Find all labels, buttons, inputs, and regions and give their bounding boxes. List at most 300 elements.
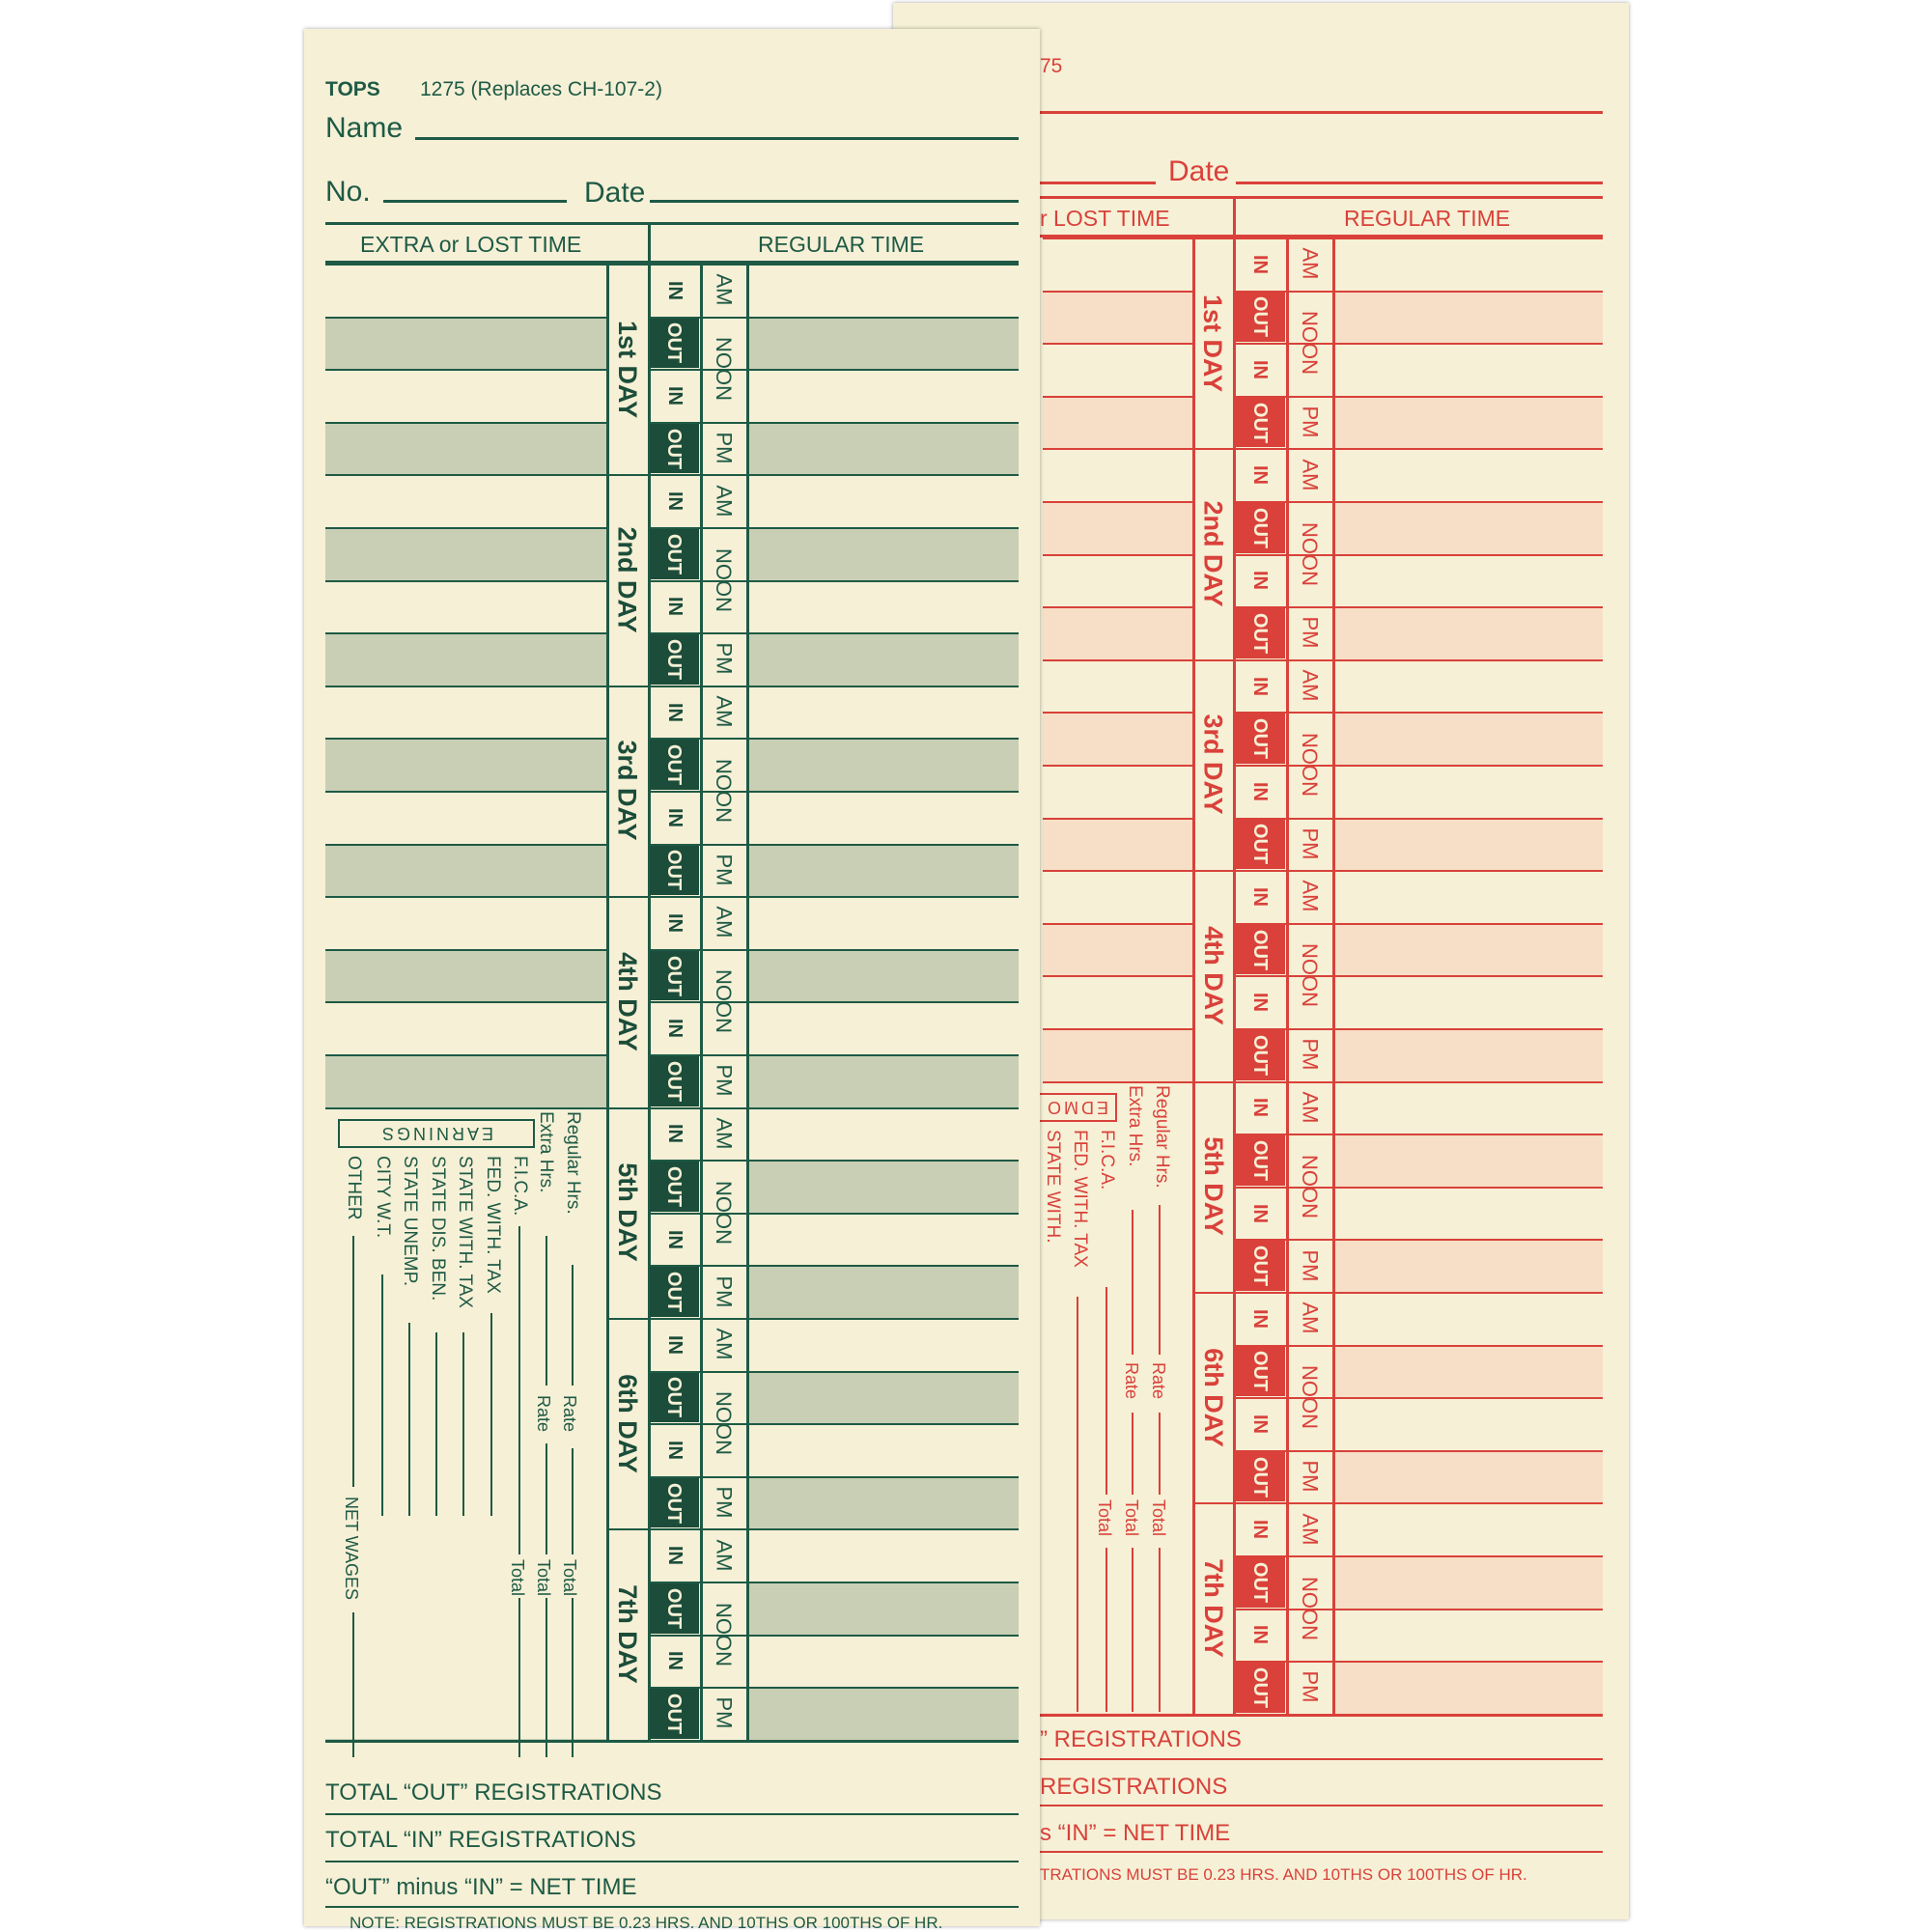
- back-day-label: [1192, 1081, 1233, 1292]
- front-card-grid: [304, 29, 1040, 1932]
- am-label-text: AM: [712, 1328, 736, 1360]
- extra-row-shade: [325, 632, 606, 686]
- extra-row-line: [325, 317, 606, 319]
- back-regular-header: REGULAR TIME: [1344, 206, 1511, 231]
- regular-row-shade: [746, 1371, 1019, 1424]
- back-am-label-text: AM: [1298, 247, 1322, 280]
- back-pm-label-text: PM: [1298, 1670, 1322, 1703]
- back-noon-label: [1286, 291, 1332, 396]
- date-field[interactable]: [650, 200, 1019, 203]
- out-marker: [650, 634, 699, 685]
- back-out-marker: [1235, 925, 1285, 975]
- deduction-field[interactable]: [518, 1226, 520, 1554]
- back-extra-row-line: [1043, 765, 1192, 767]
- header-divider: [648, 222, 651, 261]
- extra-row-shade: [325, 844, 606, 897]
- in-marker-text: IN: [663, 1229, 686, 1249]
- in-marker-text: IN: [663, 491, 686, 512]
- in-marker: [650, 687, 699, 738]
- back-header-top-rule: [1040, 196, 1603, 199]
- extra-total-label: Total: [534, 1559, 553, 1597]
- back-regular-row-shade: [1332, 923, 1603, 976]
- back-net-time: s “IN” = NET TIME: [1040, 1820, 1231, 1846]
- back-deduction-field: [1132, 1548, 1133, 1712]
- back-out-marker-text: OUT: [1249, 1561, 1271, 1603]
- back-day-label: [1192, 1292, 1233, 1502]
- in-marker: [650, 1530, 699, 1581]
- total-in-label: TOTAL “IN” REGISTRATIONS: [325, 1827, 636, 1853]
- back-extra-row-line: [1043, 501, 1192, 503]
- back-out-marker: [1235, 293, 1285, 343]
- no-label: No.: [325, 176, 371, 208]
- back-noon-label: [1286, 501, 1332, 606]
- back-extra-row-line: [1043, 396, 1192, 398]
- back-pm-label: [1286, 818, 1332, 871]
- back-day-label: [1192, 659, 1233, 870]
- deduction-label-other: OTHER: [344, 1155, 364, 1220]
- back-in-marker-text: IN: [1249, 781, 1271, 801]
- extra-row-line: [325, 580, 606, 582]
- regular-row-line: [746, 1318, 1019, 1320]
- in-marker-text: IN: [663, 912, 686, 933]
- back-extra-row-line: [1043, 343, 1192, 345]
- pm-label: [700, 844, 746, 897]
- extra-row-line: [325, 738, 606, 740]
- regular-row-line: [746, 1107, 1019, 1109]
- extra-row-line: [325, 264, 606, 266]
- back-regular-row-shade: [1332, 291, 1603, 344]
- extra-row-line: [325, 632, 606, 634]
- back-regular-row-line: [1332, 291, 1603, 293]
- back-net-time-field: [1040, 1851, 1603, 1853]
- pm-label-text: PM: [712, 1064, 736, 1097]
- back-extra-row-shade: [1043, 291, 1192, 344]
- in-marker-text: IN: [663, 1440, 686, 1460]
- back-day-label: [1192, 870, 1233, 1080]
- number-field[interactable]: [383, 200, 567, 203]
- back-in-marker: [1235, 1399, 1285, 1449]
- back-noon-label-text: NOON: [1298, 732, 1322, 797]
- extra-row-shade: [325, 738, 606, 791]
- back-day-label-text: 4th DAY: [1198, 926, 1228, 1025]
- regular-row-line: [746, 1528, 1019, 1530]
- back-pm-label: [1286, 1239, 1332, 1292]
- noon-label: [700, 527, 746, 632]
- back-day-label: [1192, 238, 1233, 448]
- regular-row-line: [746, 1001, 1019, 1003]
- in-marker: [650, 1425, 699, 1475]
- am-label: [700, 1528, 746, 1582]
- in-marker: [650, 582, 699, 632]
- in-marker: [650, 898, 699, 948]
- back-day-label-text: 1st DAY: [1198, 294, 1228, 392]
- regular-row-line: [746, 1160, 1019, 1162]
- regular-row-shade: [746, 949, 1019, 1002]
- out-marker: [650, 1478, 699, 1528]
- back-in-marker-text: IN: [1249, 359, 1271, 379]
- back-day-label-text: 7th DAY: [1198, 1558, 1228, 1658]
- back-regular-row-shade: [1332, 1028, 1603, 1081]
- back-out-marker: [1235, 1452, 1285, 1502]
- extra-row-line: [325, 1054, 606, 1056]
- in-marker: [650, 1215, 699, 1265]
- back-extra-header: r LOST TIME: [1040, 206, 1170, 231]
- back-deduction-field: [1132, 1210, 1133, 1355]
- back-extra-row-shade: [1043, 1028, 1192, 1081]
- back-out-marker-text: OUT: [1249, 1456, 1271, 1498]
- out-marker: [650, 951, 699, 1001]
- noon-label: [700, 1160, 746, 1265]
- pm-label: [700, 1054, 746, 1107]
- back-am-label: [1286, 238, 1332, 291]
- back-out-marker: [1235, 398, 1285, 448]
- back-extra-row-shade: [1043, 712, 1192, 765]
- back-regular-row-line: [1332, 238, 1603, 239]
- deduction-field[interactable]: [381, 1274, 383, 1516]
- back-regular-row-line: [1332, 1502, 1603, 1504]
- back-date-field: [1236, 182, 1603, 184]
- am-label-text: AM: [712, 485, 736, 518]
- out-marker: [650, 846, 699, 896]
- header-top-rule: [325, 222, 1019, 225]
- back-day-label: [1192, 448, 1233, 658]
- in-marker: [650, 1637, 699, 1687]
- regular-row-line: [746, 264, 1019, 266]
- back-fica: F.I.C.A.: [1097, 1129, 1117, 1190]
- back-day-label-text: 3rd DAY: [1198, 714, 1228, 816]
- back-form-fragment: 75: [1040, 55, 1063, 77]
- back-noon-label: [1286, 923, 1332, 1028]
- in-marker: [650, 1003, 699, 1053]
- back-extra-row-line: [1043, 291, 1192, 293]
- total-out-field[interactable]: [325, 1813, 1019, 1815]
- deduction-label-extra_hrs: Extra Hrs.: [536, 1110, 556, 1193]
- back-out-marker-text: OUT: [1249, 824, 1271, 865]
- deduction-field[interactable]: [490, 1313, 492, 1516]
- back-in-marker: [1235, 345, 1285, 395]
- extra-row-shade: [325, 422, 606, 475]
- back-regular-row-line: [1332, 659, 1603, 661]
- back-regular-row-line: [1332, 1661, 1603, 1663]
- back-am-label-text: AM: [1298, 669, 1322, 702]
- back-deduction-field: [1159, 1205, 1161, 1355]
- back-in-marker: [1235, 1189, 1285, 1239]
- back-extra-row-line: [1043, 606, 1192, 608]
- back-noon-label-text: NOON: [1298, 943, 1322, 1008]
- back-am-label: [1286, 1502, 1332, 1555]
- regular-row-line: [746, 474, 1019, 476]
- regular-row-line: [746, 632, 1019, 634]
- back-regular-row-line: [1332, 1028, 1603, 1030]
- pm-label: [700, 422, 746, 475]
- day-label-text: 1st DAY: [613, 320, 642, 418]
- regular-row-line: [746, 1371, 1019, 1373]
- regular-row-line: [746, 791, 1019, 793]
- back-earnings-box-text: EDMO: [1045, 1098, 1108, 1118]
- deduction-field[interactable]: [352, 1236, 354, 1487]
- back-out-marker: [1235, 1030, 1285, 1080]
- day-label-text: 7th DAY: [613, 1584, 642, 1684]
- back-day-label: [1192, 1502, 1233, 1713]
- day-label: [606, 1528, 648, 1739]
- back-day-label-text: 2nd DAY: [1198, 500, 1228, 607]
- regular-row-line: [746, 580, 1019, 582]
- deduction-field[interactable]: [546, 1598, 547, 1757]
- extra-row-shade: [325, 527, 606, 580]
- back-in-marker: [1235, 450, 1285, 500]
- am-label: [700, 896, 746, 949]
- day-label: [606, 264, 648, 474]
- deduction-label-state_unemp: STATE UNEMP.: [400, 1155, 420, 1286]
- back-out-marker-text: OUT: [1249, 1666, 1271, 1709]
- regular-row-line: [746, 949, 1019, 951]
- back-extra-rate: Rate: [1122, 1362, 1141, 1400]
- back-deduction-field: [1105, 1287, 1107, 1495]
- back-am-label-text: AM: [1298, 1091, 1322, 1124]
- back-regular-row-shade: [1332, 1661, 1603, 1714]
- back-am-label: [1286, 1081, 1332, 1134]
- noon-label-text: NOON: [712, 337, 736, 402]
- back-regular-row-line: [1332, 765, 1603, 767]
- regular-row-shade: [746, 1582, 1019, 1635]
- back-in-marker: [1235, 1083, 1285, 1134]
- back-in-marker: [1235, 556, 1285, 606]
- pm-label-text: PM: [712, 854, 736, 886]
- regular-row-shade: [746, 317, 1019, 370]
- back-extra-row-line: [1043, 554, 1192, 556]
- back-out-marker-text: OUT: [1249, 718, 1271, 760]
- back-in-marker-text: IN: [1249, 465, 1271, 486]
- back-regular-row-line: [1332, 448, 1603, 450]
- out-marker-text: OUT: [663, 1587, 686, 1629]
- regular-row-line: [746, 1582, 1019, 1583]
- back-deduction-field: [1105, 1548, 1107, 1712]
- out-marker-text: OUT: [663, 744, 686, 786]
- back-deduction-field: [1159, 1548, 1161, 1712]
- regular-row-line: [746, 1423, 1019, 1425]
- out-marker-text: OUT: [663, 1060, 686, 1102]
- am-label-text: AM: [712, 273, 736, 306]
- out-marker-text: OUT: [663, 1482, 686, 1524]
- in-marker-text: IN: [663, 1124, 686, 1144]
- deduction-field[interactable]: [435, 1332, 437, 1516]
- day-label-text: 5th DAY: [613, 1162, 642, 1263]
- back-date-label: Date: [1168, 155, 1230, 187]
- regular-row-shade: [746, 844, 1019, 897]
- out-marker: [650, 740, 699, 790]
- back-in-marker-text: IN: [1249, 1520, 1271, 1540]
- am-label-text: AM: [712, 906, 736, 938]
- back-pm-label: [1286, 1661, 1332, 1714]
- am-label: [700, 686, 746, 739]
- back-pm-label-text: PM: [1298, 827, 1322, 860]
- back-fed-with-tax: FED. WITH. TAX: [1070, 1129, 1090, 1268]
- back-noon-label-text: NOON: [1298, 1365, 1322, 1430]
- back-regular-total: Total: [1149, 1499, 1168, 1537]
- back-extra-row-line: [1043, 238, 1192, 239]
- net-wages-label: NET WAGES: [342, 1497, 361, 1601]
- deduction-field[interactable]: [518, 1598, 520, 1757]
- earnings-box-text: EARNINGS: [378, 1124, 494, 1144]
- out-marker: [650, 1162, 699, 1212]
- back-number-field: [1040, 182, 1156, 184]
- back-regular-row-shade: [1332, 606, 1603, 659]
- back-regular-row-line: [1332, 975, 1603, 977]
- back-out-marker: [1235, 608, 1285, 658]
- net-time-field[interactable]: [325, 1906, 1019, 1908]
- regular-row-shade: [746, 1476, 1019, 1529]
- in-marker-text: IN: [663, 1019, 686, 1039]
- back-noon-label: [1286, 712, 1332, 817]
- regular-rate-label: Rate: [560, 1395, 579, 1433]
- back-in-marker: [1235, 239, 1285, 290]
- back-am-label: [1286, 1292, 1332, 1345]
- deduction-label-state_with_tax: STATE WITH. TAX: [455, 1155, 475, 1308]
- deduction-field[interactable]: [352, 1612, 354, 1757]
- out-marker: [650, 424, 699, 474]
- deduction-field[interactable]: [408, 1323, 410, 1516]
- date-label: Date: [584, 177, 646, 209]
- back-am-label-text: AM: [1298, 1513, 1322, 1546]
- deduction-field[interactable]: [546, 1236, 547, 1386]
- back-pm-label-text: PM: [1298, 1460, 1322, 1493]
- extra-header: EXTRA or LOST TIME: [360, 232, 582, 257]
- back-am-label: [1286, 659, 1332, 713]
- back-out-marker: [1235, 503, 1285, 553]
- back-out-marker: [1235, 1347, 1285, 1397]
- in-marker-text: IN: [663, 385, 686, 406]
- regular-row-line: [746, 1213, 1019, 1215]
- deduction-field[interactable]: [546, 1443, 547, 1554]
- back-extra-row-line: [1043, 818, 1192, 820]
- noon-label: [700, 949, 746, 1054]
- back-header-divider: [1233, 196, 1236, 235]
- in-marker: [650, 1109, 699, 1160]
- back-pm-label: [1286, 606, 1332, 659]
- gross-total-label: Total: [508, 1559, 527, 1597]
- back-am-label-text: AM: [1298, 459, 1322, 491]
- in-marker-text: IN: [663, 1651, 686, 1671]
- back-noon-label: [1286, 1134, 1332, 1239]
- back-noon-label-text: NOON: [1298, 311, 1322, 376]
- in-marker-text: IN: [663, 280, 686, 300]
- back-pm-label-text: PM: [1298, 1038, 1322, 1071]
- back-regular-row-line: [1332, 501, 1603, 503]
- regular-row-shade: [746, 1687, 1019, 1740]
- regular-row-line: [746, 369, 1019, 371]
- out-marker-text: OUT: [663, 850, 686, 891]
- total-in-field[interactable]: [325, 1861, 1019, 1862]
- back-noon-label-text: NOON: [1298, 1576, 1322, 1640]
- in-marker: [650, 266, 699, 316]
- back-regular-row-shade: [1332, 712, 1603, 765]
- extra-rate-label: Rate: [534, 1395, 553, 1433]
- name-label: Name: [325, 112, 404, 144]
- brand-logo: TOPS: [325, 78, 380, 100]
- extra-row-line: [325, 791, 606, 793]
- back-extra-row-shade: [1043, 396, 1192, 449]
- noon-label-text: NOON: [712, 969, 736, 1034]
- day-label: [606, 1318, 648, 1528]
- back-regular-row-line: [1332, 1345, 1603, 1347]
- back-pm-label-text: PM: [1298, 1249, 1322, 1282]
- regular-row-shade: [746, 1160, 1019, 1213]
- back-extra-row-shade: [1043, 501, 1192, 554]
- back-out-marker-text: OUT: [1249, 296, 1271, 338]
- back-regular-row-shade: [1332, 1450, 1603, 1503]
- back-extra-row-line: [1043, 870, 1192, 872]
- back-regular-row-shade: [1332, 1345, 1603, 1398]
- back-pm-label-text: PM: [1298, 616, 1322, 649]
- back-out-marker: [1235, 1135, 1285, 1186]
- deduction-field[interactable]: [462, 1332, 464, 1516]
- back-regular-row-line: [1332, 1239, 1603, 1241]
- am-label-text: AM: [712, 695, 736, 728]
- extra-row-shade: [325, 1054, 606, 1107]
- am-label: [700, 474, 746, 527]
- back-out-marker: [1235, 1663, 1285, 1713]
- back-regular-row-line: [1332, 870, 1603, 872]
- regular-row-line: [746, 1476, 1019, 1478]
- back-noon-label: [1286, 1345, 1332, 1450]
- pm-label-text: PM: [712, 1275, 736, 1308]
- back-regular-row-line: [1332, 818, 1603, 820]
- back-out-marker: [1235, 1241, 1285, 1291]
- back-regular-row-line: [1332, 554, 1603, 556]
- regular-row-line: [746, 844, 1019, 846]
- in-marker-text: IN: [663, 1334, 686, 1355]
- regular-row-line: [746, 317, 1019, 319]
- back-regular-row-shade: [1332, 1239, 1603, 1292]
- am-label: [700, 264, 746, 317]
- back-grid-bottom-rule: [1040, 1714, 1603, 1717]
- back-regular-row-line: [1332, 606, 1603, 608]
- back-out-marker: [1235, 714, 1285, 764]
- in-marker-text: IN: [663, 807, 686, 827]
- back-out-marker-text: OUT: [1249, 1139, 1271, 1182]
- deduction-field[interactable]: [572, 1598, 574, 1757]
- back-deduction-field: [1132, 1413, 1133, 1495]
- back-am-label: [1286, 870, 1332, 923]
- extra-row-line: [325, 369, 606, 371]
- am-label: [700, 1107, 746, 1161]
- back-extra-row-line: [1043, 448, 1192, 450]
- extra-row-shade: [325, 949, 606, 1002]
- name-field[interactable]: [415, 137, 1019, 140]
- regular-row-shade: [746, 527, 1019, 580]
- in-marker-text: IN: [663, 597, 686, 617]
- day-label-text: 3rd DAY: [613, 740, 643, 842]
- regular-row-line: [746, 527, 1019, 529]
- deduction-label-fica: F.I.C.A.: [510, 1155, 530, 1216]
- back-note: TRATIONS MUST BE 0.23 HRS. AND 10THS OR 100THS OF HR.: [1040, 1865, 1527, 1884]
- back-extra-row-shade: [1043, 606, 1192, 659]
- out-marker-text: OUT: [663, 533, 686, 574]
- back-regular-row-line: [1332, 1450, 1603, 1452]
- pm-label-text: PM: [712, 432, 736, 464]
- deduction-label-fed_with_tax: FED. WITH. TAX: [483, 1155, 503, 1294]
- back-in-marker: [1235, 977, 1285, 1027]
- back-noon-label-text: NOON: [1298, 521, 1322, 586]
- back-regular-row-shade: [1332, 1134, 1603, 1187]
- out-marker: [650, 1267, 699, 1317]
- back-in-marker: [1235, 1294, 1285, 1344]
- in-marker: [650, 371, 699, 421]
- noon-label: [700, 738, 746, 843]
- deduction-field[interactable]: [572, 1265, 574, 1386]
- deduction-field[interactable]: [572, 1448, 574, 1554]
- back-in-marker-text: IN: [1249, 1625, 1271, 1645]
